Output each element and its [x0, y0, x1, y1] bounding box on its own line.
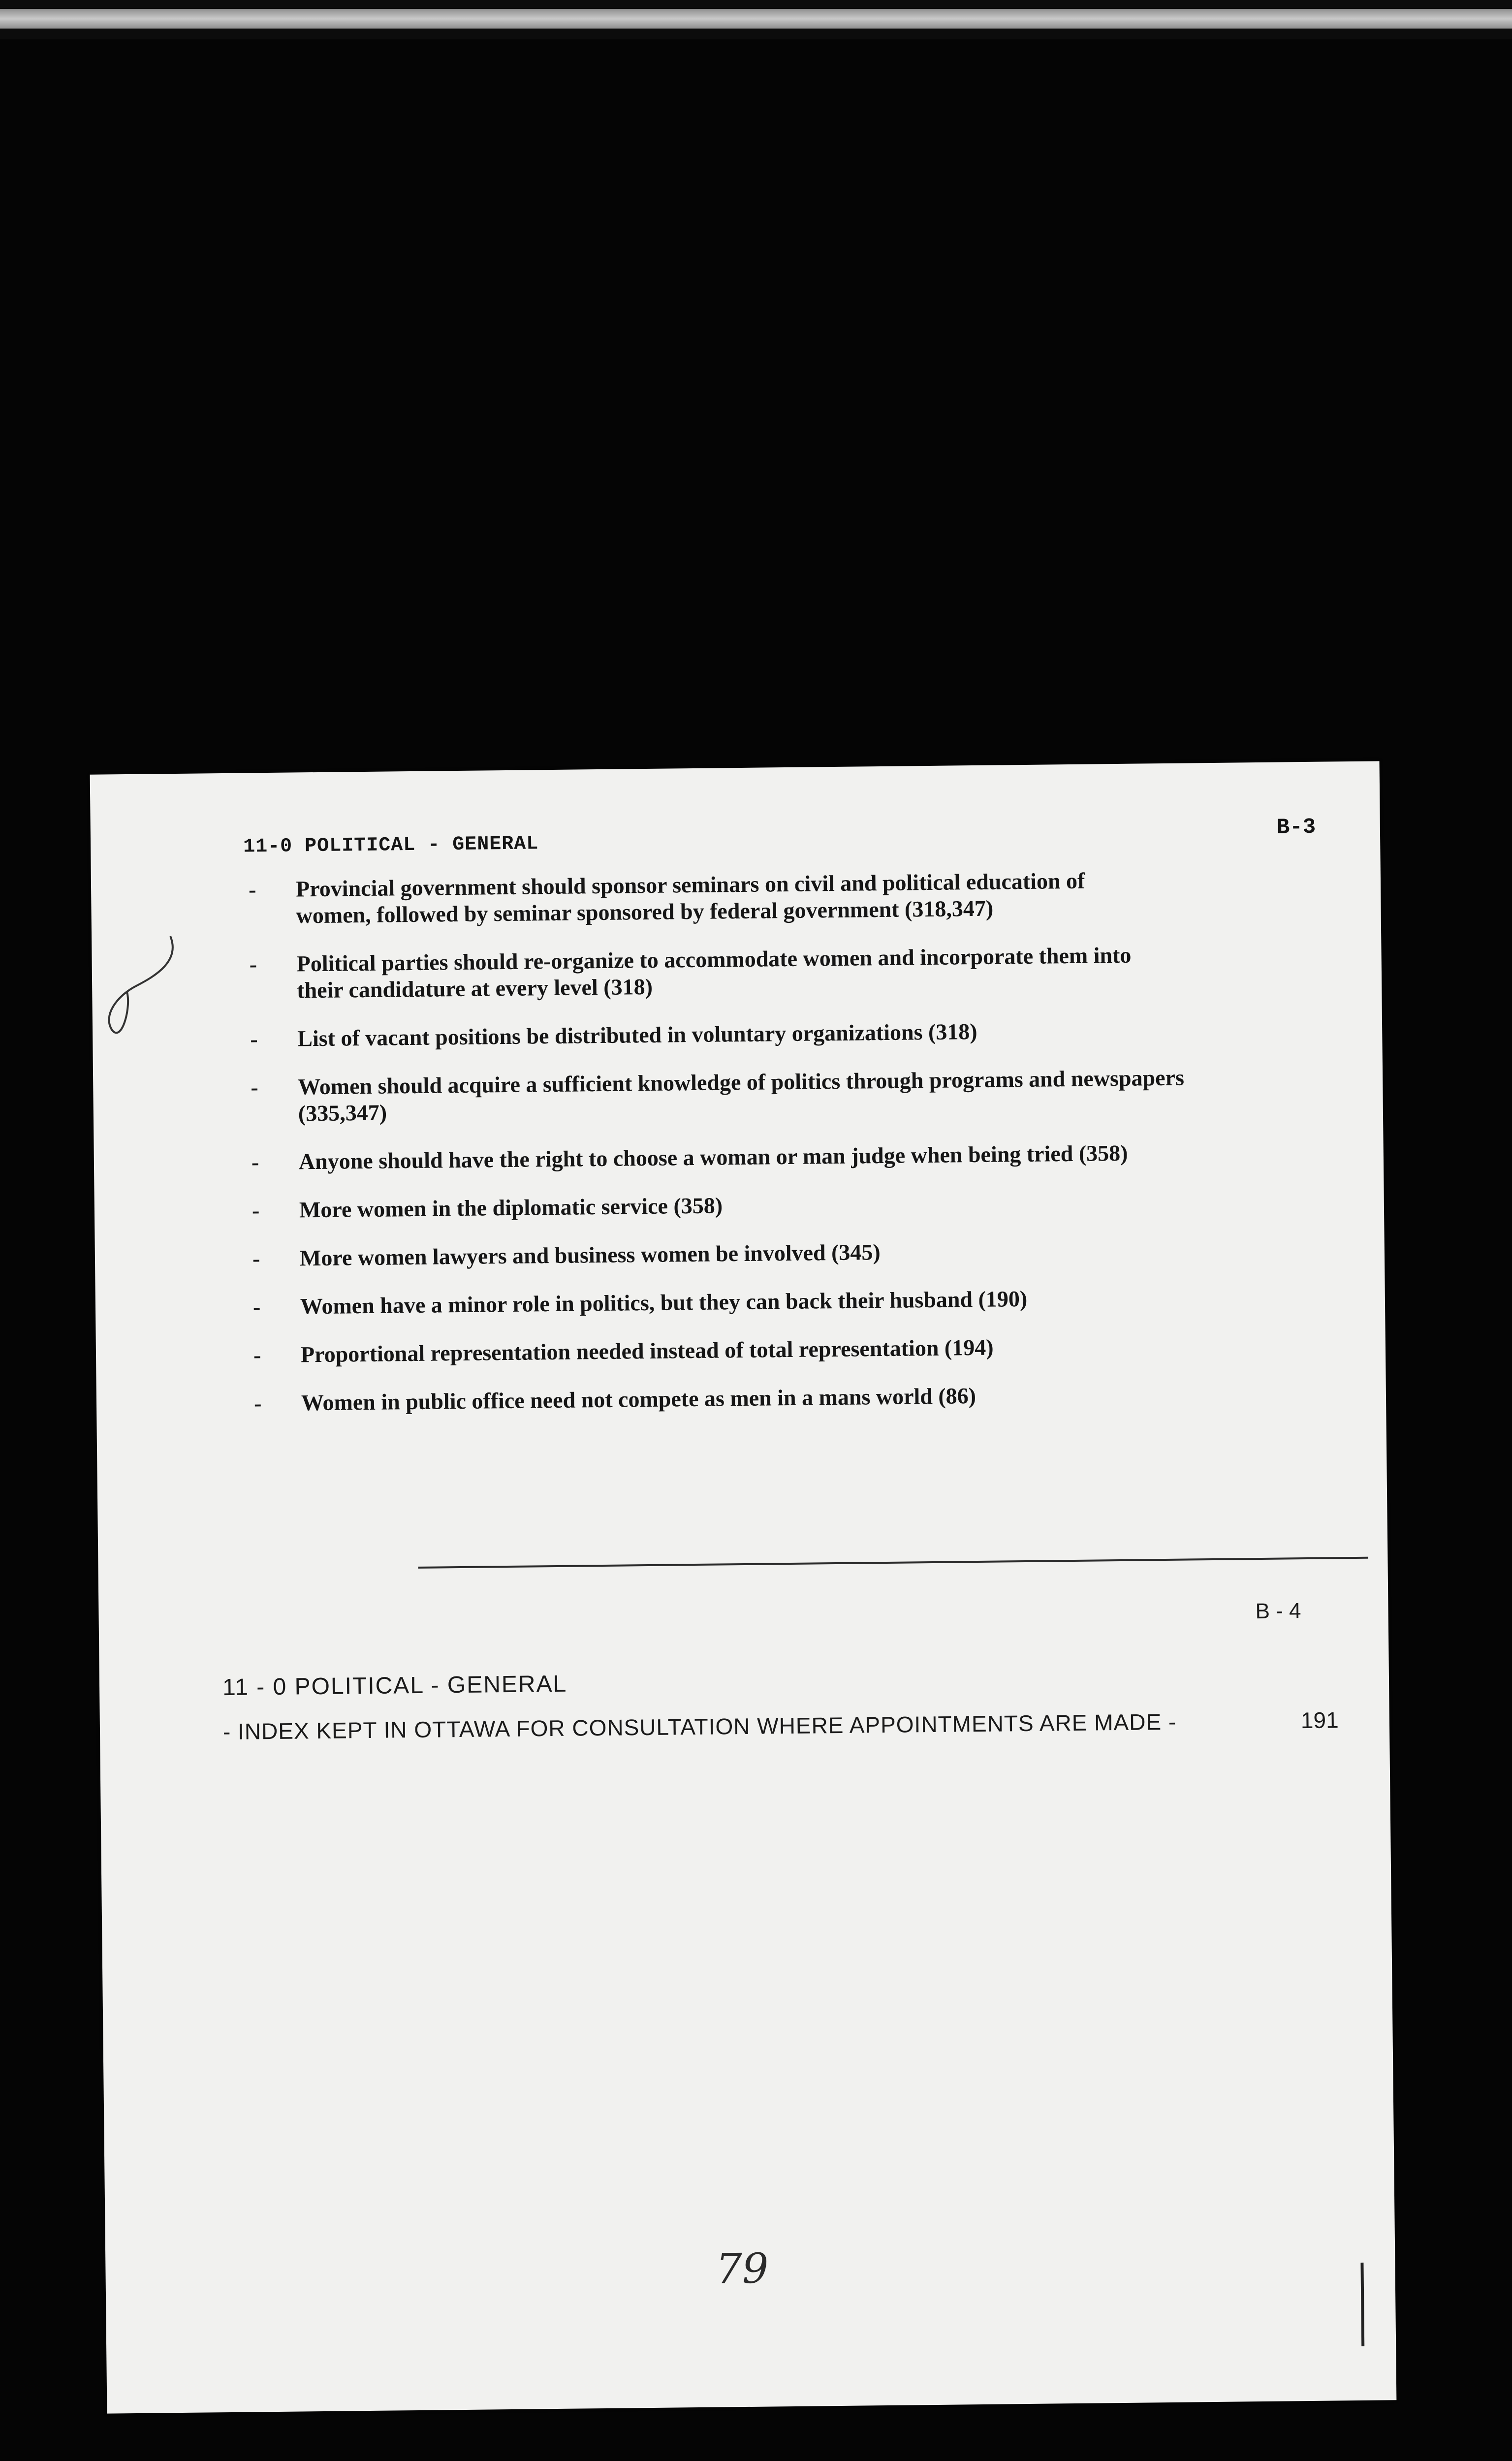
- item-text: More women lawyers and business women be involved (345): [299, 1239, 881, 1271]
- list-item: [252, 1185, 1404, 1224]
- index-entry: - INDEX KEPT IN OTTAWA FOR CONSULTATION WHERE APPOINTMENTS ARE MADE -: [222, 1708, 1177, 1745]
- section-divider: [418, 1557, 1368, 1569]
- item-text: More women in the diplomatic service (358): [299, 1193, 723, 1223]
- bullet-dash: -: [251, 1074, 258, 1100]
- bullet-dash: -: [253, 1342, 261, 1368]
- bullet-dash: -: [252, 1294, 261, 1320]
- film-top-edge: [0, 0, 1512, 39]
- bullet-dash: -: [248, 877, 256, 902]
- item-list: [249, 864, 1406, 1438]
- list-item: [250, 1014, 1402, 1053]
- film-edge-line: [0, 9, 1512, 29]
- item-text: Women in public office need not compete as men in a mans world (86): [301, 1383, 976, 1416]
- list-item: [249, 864, 1401, 929]
- list-item: [252, 1233, 1404, 1272]
- margin-scribble: [96, 931, 191, 1045]
- bullet-dash: -: [253, 1390, 262, 1416]
- bullet-dash: -: [252, 1246, 260, 1271]
- bullet-dash: -: [251, 1149, 259, 1175]
- bullet-dash: -: [250, 1026, 258, 1052]
- page-edge-mark: [1360, 2263, 1364, 2346]
- document-page: [90, 761, 1397, 2413]
- list-item: [253, 1282, 1405, 1321]
- item-text: Provincial government should sponsor seminars on civil and political education of women, followed by seminar sponsored by federal government (318,347): [295, 868, 1085, 928]
- bullet-dash: -: [252, 1198, 260, 1223]
- page-reference: B-3: [1276, 815, 1316, 840]
- item-text: Proportional representation needed instead of total representation (194): [300, 1334, 994, 1367]
- section-heading: 11-0 POLITICAL - GENERAL: [243, 833, 539, 858]
- section-heading-2: 11 - 0 POLITICAL - GENERAL: [222, 1671, 567, 1701]
- list-item: [252, 1137, 1403, 1176]
- list-item: [253, 1330, 1405, 1369]
- list-item: [251, 1062, 1403, 1127]
- list-item: [249, 939, 1401, 1004]
- item-text: Women have a minor role in politics, but they can back their husband (190): [300, 1286, 1028, 1319]
- page-reference-2: B - 4: [1255, 1599, 1301, 1624]
- list-item: [254, 1378, 1406, 1417]
- bullet-dash: -: [249, 951, 257, 977]
- item-text: Political parties should re-organize to accommodate women and incorporate them into their candidature at every level (318): [296, 942, 1132, 1003]
- item-text: Anyone should have the right to choose a woman or man judge when being tried (358): [298, 1140, 1128, 1174]
- item-text: List of vacant positions be distributed in voluntary organizations (318): [297, 1018, 977, 1051]
- item-text: Women should acquire a sufficient knowledge of politics through programs and newspapers (335,347): [298, 1065, 1185, 1126]
- index-entry-ref: 191: [1300, 1707, 1339, 1734]
- page-number: 79: [715, 2244, 769, 2293]
